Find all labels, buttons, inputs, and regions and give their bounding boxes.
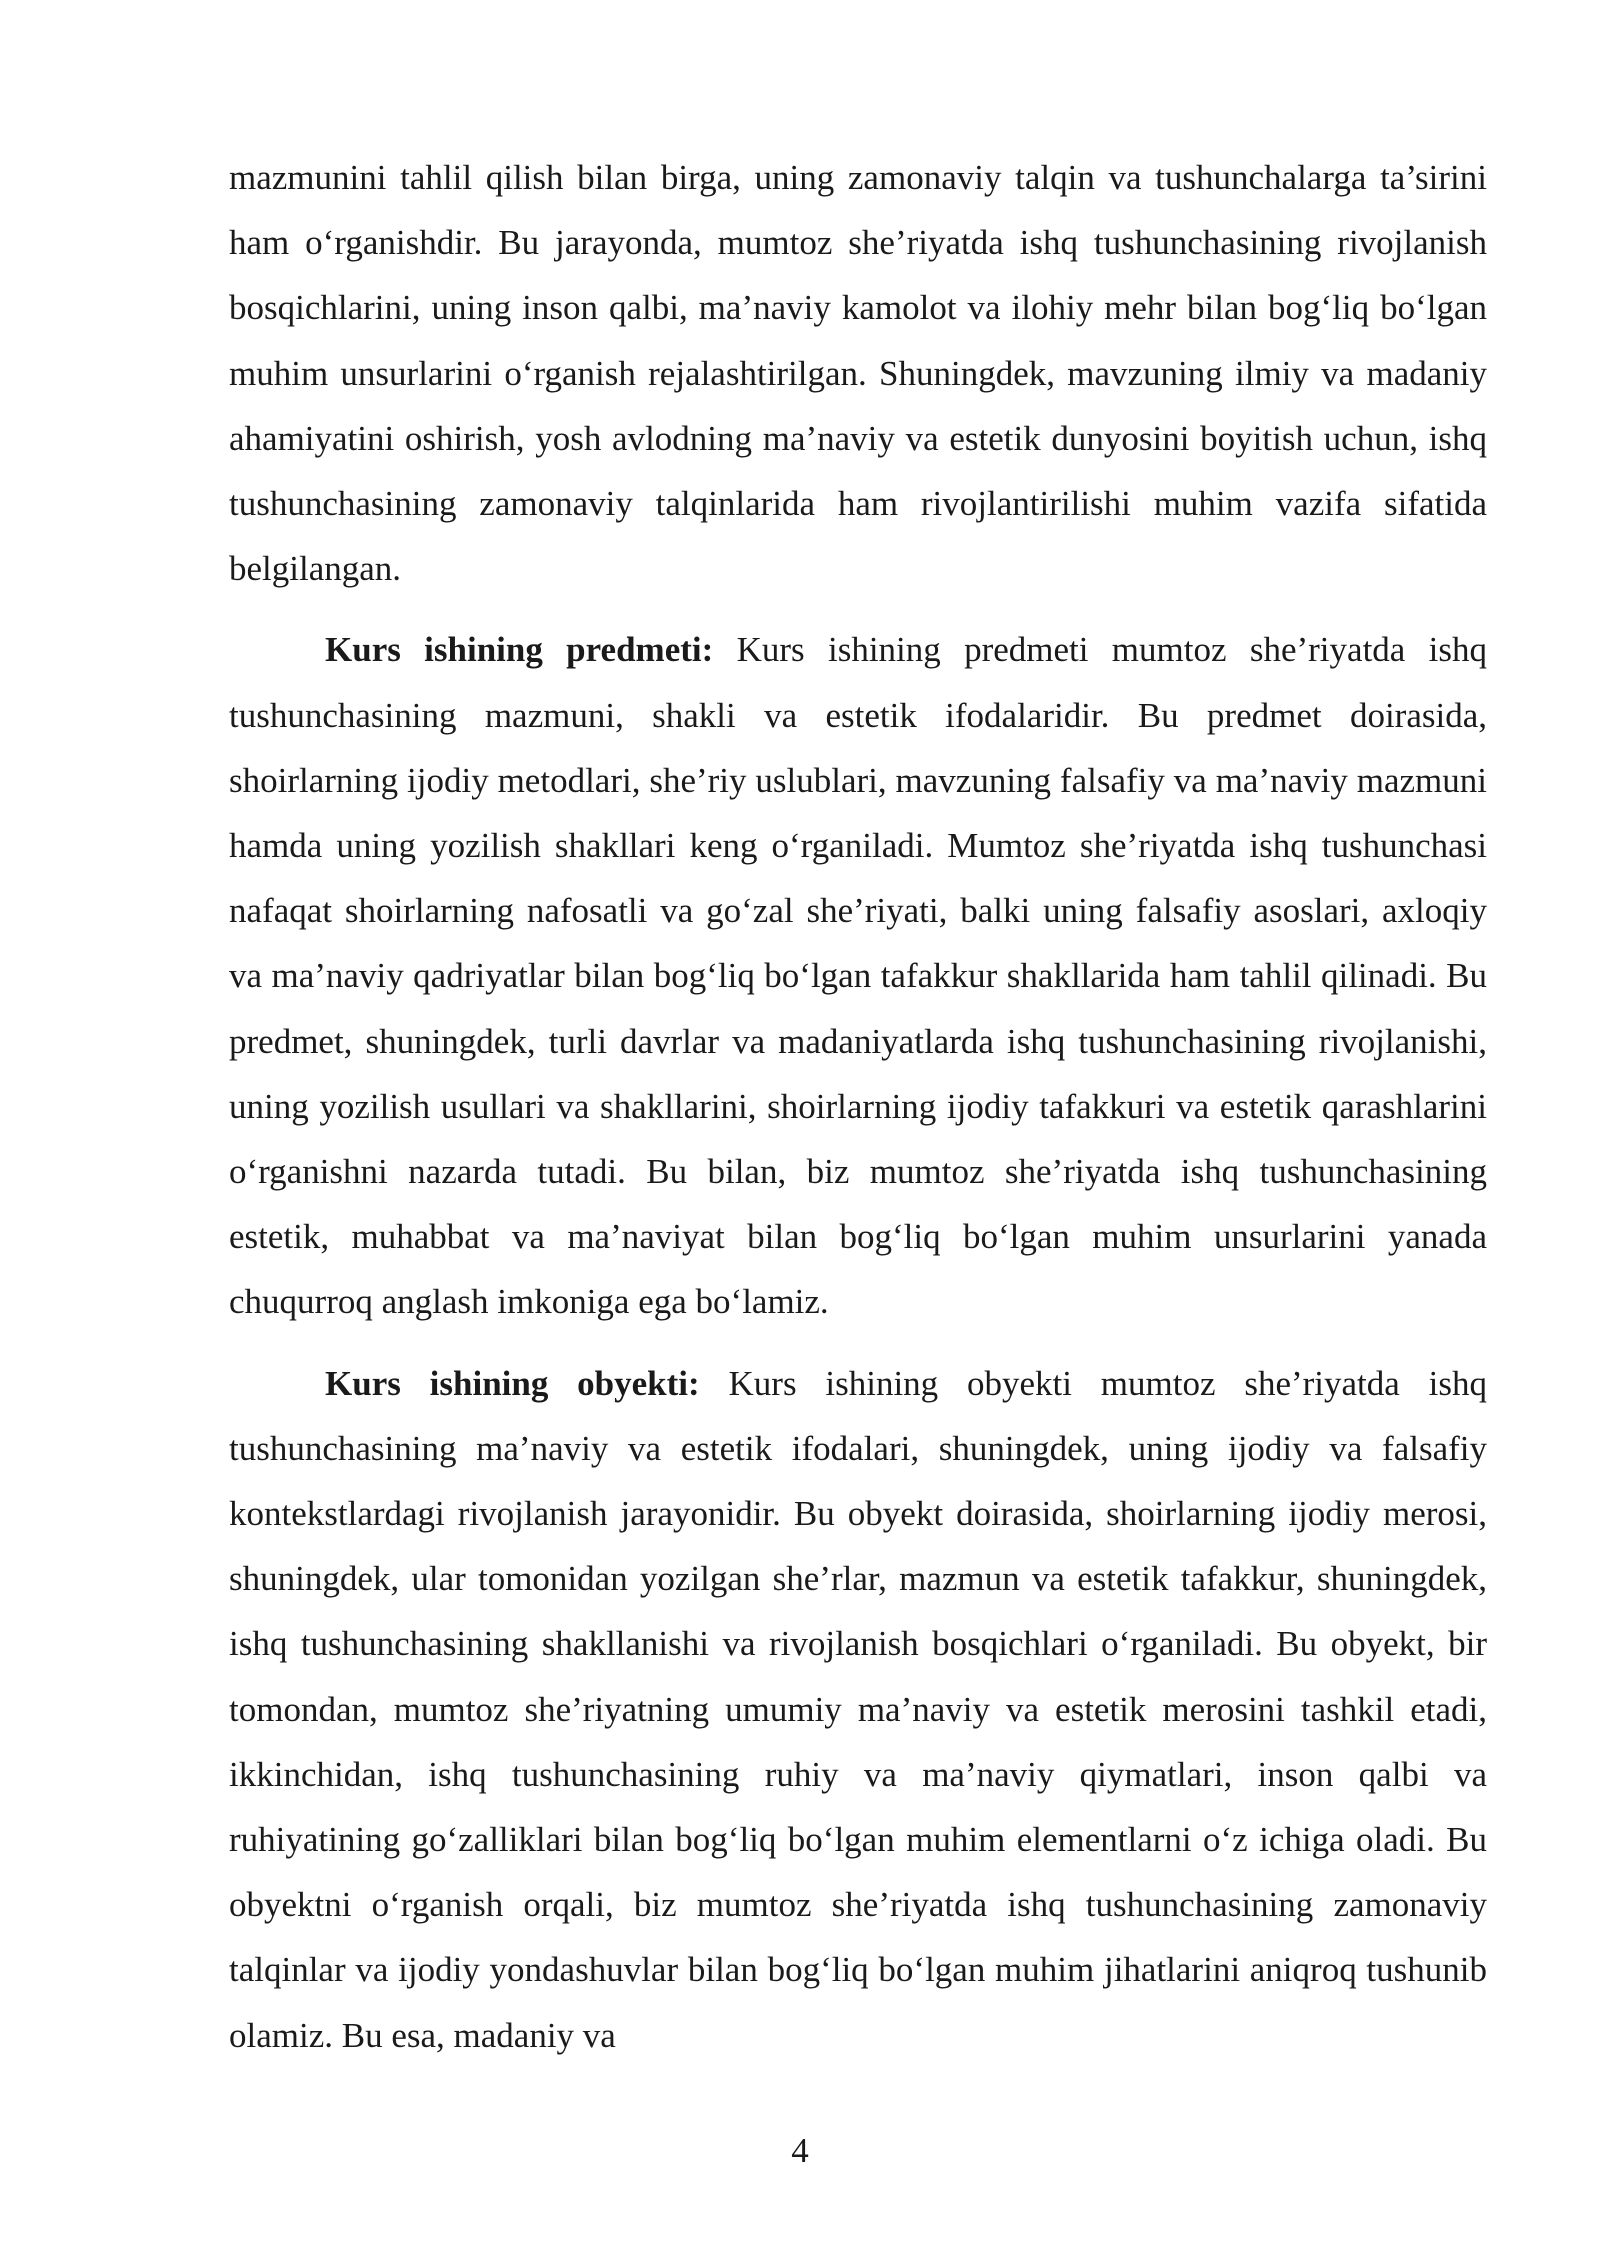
paragraph-text: mazmunini tahlil qilish bilan birga, uning zamonaviy talqin va tushunchalarga ta’sirini ham o‘rganishdir. Bu jarayonda, mumtoz she’riyatda ishq tushunchasining rivojlanish bosqichlarini, uning inson qalbi, ma’naviy kamolot va ilohiy mehr bilan bog‘liq bo‘lgan muhim unsurlarini o‘rganish rejalashtirilgan. Shuningdek, mavzuning ilmiy va madaniy ahamiyatini oshirish, yosh avlodning ma’naviy va estetik dunyosini boyitish uchun, ishq tushunchasining zamonaviy talqinlarida ham rivojlantirilishi muhim vazifa sifatida belgilangan.	[229, 158, 1487, 589]
paragraph-intro-continuation	[229, 145, 1487, 601]
paragraph-heading-subject: Kurs ishining predmeti:	[325, 630, 714, 670]
paragraph-text: Kurs ishining predmeti mumtoz she’riyatda ishq tushunchasining mazmuni, shakli va estetik ifodalaridir. Bu predmet doirasida, shoirlarning ijodiy metodlari, she’riy uslublari, mavzuning falsafiy va ma’naviy mazmuni hamda uning yozilish shakllari keng o‘rganiladi. Mumtoz she’riyatda ishq tushunchasi nafaqat shoirlarning nafosatli va go‘zal she’riyati, balki uning falsafiy asoslari, axloqiy va ma’naviy qadriyatlar bilan bog‘liq bo‘lgan tafakkur shakllarida ham tahlil qilinadi. Bu predmet, shuningdek, turli davrlar va madaniyatlarda ishq tushunchasining rivojlanishi, uning yozilish usullari va shakllarini, shoirlarning ijodiy tafakkuri va estetik qarashlarini o‘rganishni nazarda tutadi. Bu bilan, biz mumtoz she’riyatda ishq tushunchasining estetik, muhabbat va ma’naviyat bilan bog‘liq bo‘lgan muhim unsurlarini yanada chuqurroq anglash imkoniga ega bo‘lamiz.	[229, 630, 1487, 1322]
document-page	[229, 145, 1487, 2068]
paragraph-heading-object: Kurs ishining obyekti:	[325, 1363, 700, 1403]
paragraph-object	[229, 1351, 1487, 2068]
page-number: 4	[791, 2131, 809, 2170]
paragraph-subject	[229, 617, 1487, 1334]
paragraph-text: Kurs ishining obyekti mumtoz she’riyatda ishq tushunchasining ma’naviy va estetik ifodalari, shuningdek, uning ijodiy va falsafiy kontekstlardagi rivojlanish jarayonidir. Bu obyekt doirasida, shoirlarning ijodiy merosi, shuningdek, ular tomonidan yozilgan she’rlar, mazmun va estetik tafakkur, shuningdek, ishq tushunchasining shakllanishi va rivojlanish bosqichlari o‘rganiladi. Bu obyekt, bir tomondan, mumtoz she’riyatning umumiy ma’naviy va estetik merosini tashkil etadi, ikkinchidan, ishq tushunchasining ruhiy va ma’naviy qiymatlari, inson qalbi va ruhiyatining go‘zalliklari bilan bog‘liq bo‘lgan muhim elementlarni o‘z ichiga oladi. Bu obyektni o‘rganish orqali, biz mumtoz she’riyatda ishq tushunchasining zamonaviy talqinlar va ijodiy yondashuvlar bilan bog‘liq bo‘lgan muhim jihatlarini aniqroq tushunib olamiz. Bu esa, madaniy va	[229, 1363, 1487, 2055]
